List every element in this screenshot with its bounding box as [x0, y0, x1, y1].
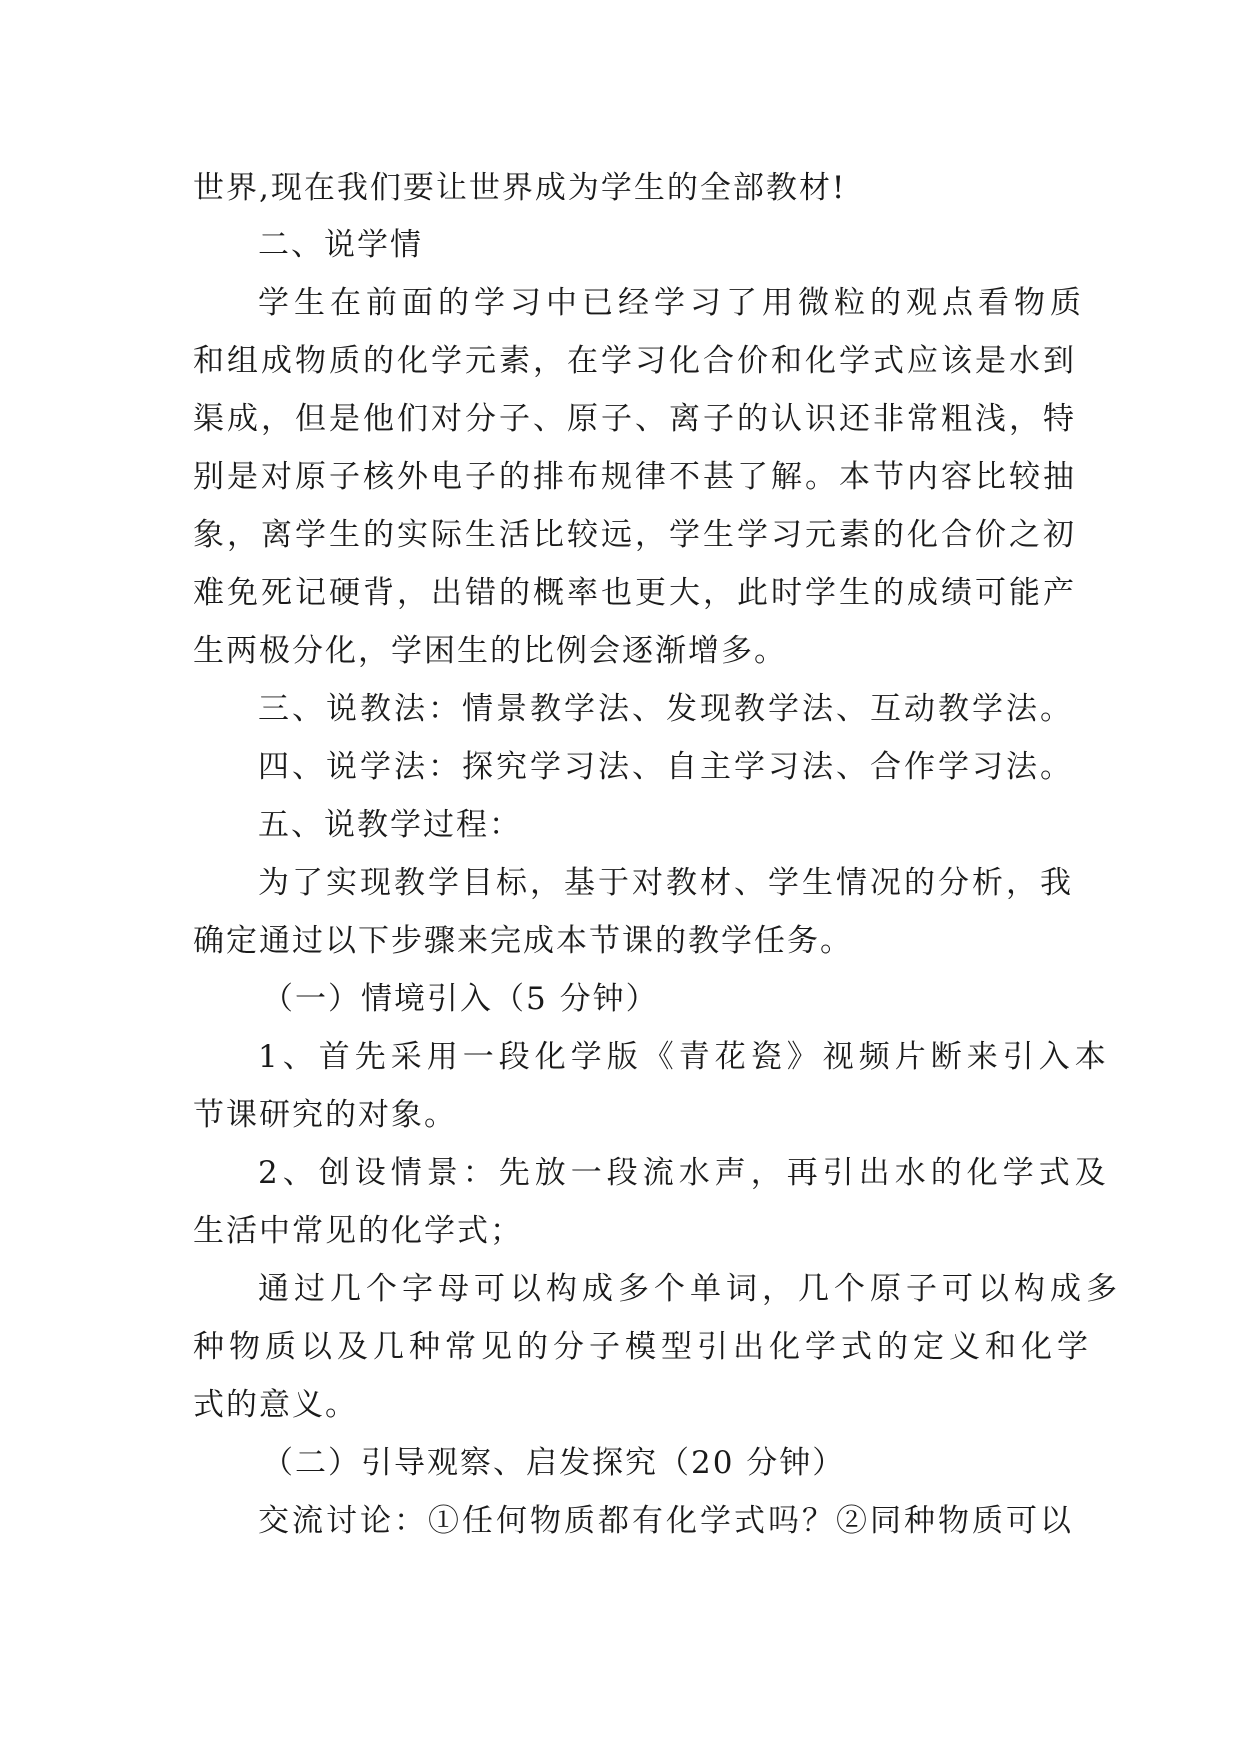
paragraph-line: 和组成物质的化学元素，在学习化合价和化学式应该是水到: [193, 343, 1077, 379]
paragraph-line: 生两极分化，学困生的比例会逐渐增多。: [193, 633, 787, 669]
paragraph-line: 难免死记硬背，出错的概率也更大，此时学生的成绩可能产: [193, 575, 1077, 611]
paragraph-line: 渠成，但是他们对分子、原子、离子的认识还非常粗浅，特: [193, 401, 1077, 437]
section-heading-student-analysis: 二、说学情: [258, 227, 423, 263]
paragraph-line: 式的意义。: [193, 1387, 358, 1423]
subsection-heading-introduction: （一）情境引入（5 分钟）: [262, 981, 659, 1017]
paragraph-line: 为了实现教学目标，基于对教材、学生情况的分析，我: [258, 865, 1074, 901]
paragraph-line: 节课研究的对象。: [193, 1097, 457, 1133]
paragraph-line: 交流讨论：①任何物质都有化学式吗？②同种物质可以: [258, 1503, 1074, 1539]
section-heading-teaching-methods: 三、说教法：情景教学法、发现教学法、互动教学法。: [258, 691, 1074, 727]
paragraph-line: 2、创设情景：先放一段流水声，再引出水的化学式及: [258, 1155, 1111, 1191]
paragraph-line: 确定通过以下步骤来完成本节课的教学任务。: [193, 923, 853, 959]
section-heading-learning-methods: 四、说学法：探究学习法、自主学习法、合作学习法。: [258, 749, 1074, 785]
paragraph-line: 种物质以及几种常见的分子模型引出化学式的定义和化学: [193, 1329, 1093, 1365]
paragraph-line: 世界,现在我们要让世界成为学生的全部教材!: [193, 170, 847, 206]
section-heading-teaching-process: 五、说教学过程：: [258, 807, 522, 843]
paragraph-line: 别是对原子核外电子的排布规律不甚了解。本节内容比较抽: [193, 459, 1077, 495]
paragraph-line: 通过几个字母可以构成多个单词，几个原子可以构成多: [258, 1271, 1122, 1307]
paragraph-line: 1、首先采用一段化学版《青花瓷》视频片断来引入本: [258, 1039, 1111, 1075]
paragraph-line: 象，离学生的实际生活比较远，学生学习元素的化合价之初: [193, 517, 1077, 553]
paragraph-line: 生活中常见的化学式；: [193, 1213, 523, 1249]
paragraph-line: 学生在前面的学习中已经学习了用微粒的观点看物质: [258, 285, 1086, 321]
subsection-heading-guided-inquiry: （二）引导观察、启发探究（20 分钟）: [262, 1445, 846, 1481]
